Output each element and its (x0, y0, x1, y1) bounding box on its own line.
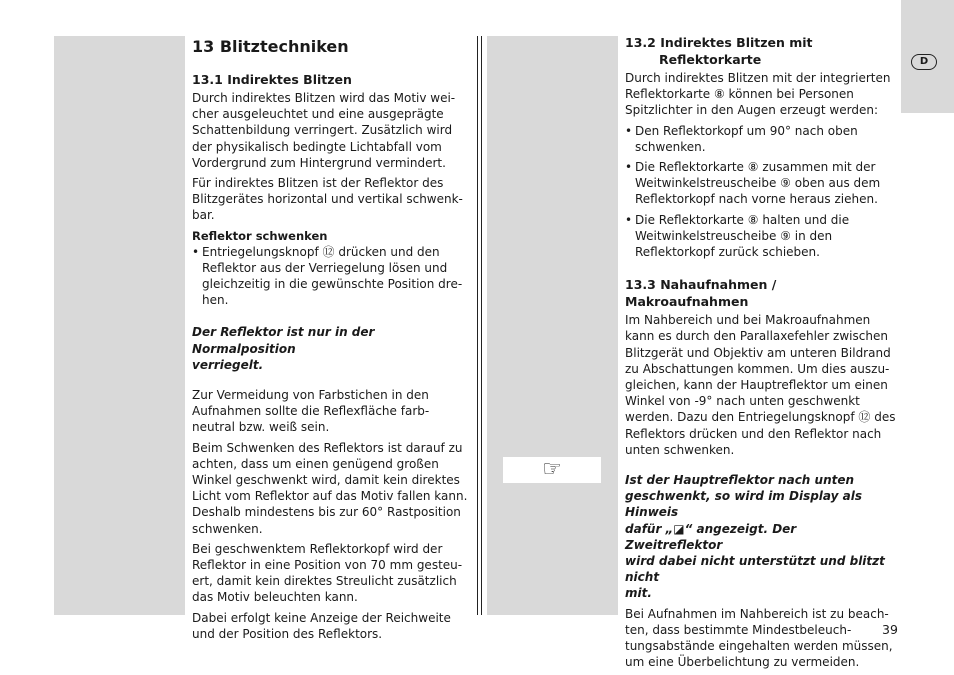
text-line: Durch indirektes Blitzen wird das Motiv wei- (192, 91, 456, 105)
text-line: Zur Vermeidung von Farbstichen in den (192, 388, 429, 403)
text-line: Dabei erfolgt keine Anzeige der Reichweite (192, 610, 451, 625)
paragraph (192, 610, 472, 642)
text-line: neutral bzw. weiß sein. (192, 420, 330, 435)
text-line: Der Reflektor ist nur in der Normalposition (192, 325, 375, 356)
text-line: Winkel von -9° nach unten geschwenkt (625, 394, 860, 409)
note-text (625, 472, 897, 602)
text-line: gleichen, kann der Hauptreflektor um einen (625, 378, 888, 393)
column-divider (481, 36, 482, 615)
left-column (192, 36, 472, 646)
text-line: Spitzlichter in den Augen erzeugt werden: (625, 103, 878, 118)
language-badge: D (911, 54, 937, 70)
bullet-list (192, 244, 472, 309)
margin-band-left (54, 36, 185, 615)
text-line: Reflektor in eine Position von 70 mm gesteu- (192, 558, 463, 573)
text-line: geschwenkt, so wird im Display als Hinweis (625, 489, 862, 520)
text-line: Die Reflektorkarte ⑧ halten und die (635, 212, 850, 227)
text-line: Weitwinkelstreuscheibe ⑨ in den (635, 228, 833, 243)
text-line: unten schwenken. (625, 442, 735, 457)
paragraph (192, 90, 472, 171)
text-line: hen. (202, 293, 229, 308)
text-line: ert, damit kein direktes Streulicht zusätzlich (192, 574, 457, 589)
text-line: Entriegelungsknopf ⑫ drücken und den (202, 244, 440, 259)
list-item (192, 244, 472, 309)
text-line: Vordergrund zum Hintergrund vermindert. (192, 155, 446, 170)
list-item (625, 123, 897, 155)
subsection-heading: Reflektor schwenken (192, 228, 328, 243)
page-number: 39 (882, 622, 898, 637)
paragraph (192, 387, 472, 436)
text-line: das Motiv beleuchten kann. (192, 590, 358, 605)
text-line: Reflektorkarte ⑧ können bei Personen (625, 87, 854, 102)
paragraph (192, 440, 472, 537)
text-line: tungsabstände eingehalten werden müssen, (625, 639, 893, 654)
text-line: Für indirektes Blitzen ist der Reflektor des (192, 176, 444, 191)
text-line: Im Nahbereich und bei Makroaufnahmen (625, 313, 871, 328)
pointing-hand-icon: ☞ (542, 457, 562, 482)
heading-line: Reflektorkarte (659, 52, 762, 67)
text-line: Bei geschwenktem Reflektorkopf wird der (192, 541, 443, 556)
text-line: Ist der Hauptreflektor nach unten (625, 473, 855, 488)
text-line: der physikalisch bedingte Lichtabfall vom (192, 139, 442, 154)
list-item (625, 159, 897, 208)
text-line: Weitwinkelstreuscheibe ⑨ oben aus dem (635, 176, 881, 191)
text-line: um eine Überbelichtung zu vermeiden. (625, 655, 860, 670)
text-line: wird dabei nicht unterstützt und blitzt nicht (625, 554, 885, 585)
text-line: Winkel geschwenkt wird, damit kein direktes (192, 473, 460, 488)
paragraph (192, 175, 472, 224)
text-line: Reflektors drücken und den Reflektor nach (625, 426, 882, 441)
right-column (625, 34, 897, 675)
section-heading-13-2 (625, 34, 897, 68)
text-line: Beim Schwenken des Reflektors ist darauf zu (192, 440, 463, 455)
text-line: bar. (192, 208, 215, 223)
text-line: Reflektorkopf zurück schieben. (635, 245, 820, 260)
text-line: Die Reflektorkarte ⑧ zusammen mit der (635, 160, 876, 175)
paragraph (625, 606, 897, 671)
text-line: dafür „◪“ angezeigt. Der Zweitreflektor (625, 521, 797, 552)
text-line: kann es durch den Parallaxefehler zwischen (625, 329, 888, 344)
text-line: und der Position des Reflektors. (192, 626, 383, 641)
section-heading-13-1: 13.1 Indirektes Blitzen (192, 72, 352, 87)
heading-line: 13.2 Indirektes Blitzen mit (625, 35, 813, 50)
text-line: gleichzeitig in die gewünschte Position dre- (202, 277, 463, 292)
paragraph (625, 70, 897, 119)
paragraph (192, 541, 472, 606)
hint-box (503, 457, 601, 483)
text-line: verriegelt. (192, 357, 264, 372)
text-line: Bei Aufnahmen im Nahbereich ist zu beach- (625, 606, 889, 621)
paragraph (625, 312, 897, 458)
text-line: Den Reflektorkopf um 90° nach oben (635, 123, 858, 138)
text-line: zu Abschattungen kommen. Um dies auszu- (625, 361, 890, 376)
text-line: ten, dass bestimmte Mindestbeleuch- (625, 622, 852, 637)
text-line: schwenken. (192, 521, 263, 536)
chapter-title: 13 Blitztechniken (192, 37, 349, 56)
text-line: Blitzgerätes horizontal und vertikal schwenk- (192, 192, 463, 207)
text-line: Deshalb mindestens bis zur 60° Rastposition (192, 505, 461, 520)
text-line: Durch indirektes Blitzen mit der integrierten (625, 71, 891, 85)
text-line: mit. (625, 586, 652, 601)
list-item (625, 212, 897, 261)
text-line: cher ausgeleuchtet und eine ausgeprägte (192, 107, 444, 122)
text-line: Schattenbildung verringert. Zusätzlich wird (192, 123, 453, 138)
text-line: schwenken. (635, 139, 706, 154)
column-divider (477, 36, 478, 615)
text-line: Blitzgerät und Objektiv am unteren Bildrand (625, 345, 891, 360)
margin-band-middle (487, 36, 618, 615)
bullet-list (625, 123, 897, 261)
text-line: werden. Dazu den Entriegelungsknopf ⑫ des (625, 410, 896, 425)
note-text (192, 324, 472, 373)
text-line: Reflektor aus der Verriegelung lösen und (202, 260, 448, 275)
text-line: Reflektorkopf nach vorne heraus ziehen. (635, 192, 878, 207)
text-line: Aufnahmen sollte die Reflexfläche farb- (192, 404, 430, 419)
text-line: achten, dass um einen genügend großen (192, 456, 439, 471)
section-heading-13-3: 13.3 Nahaufnahmen / Makroaufnahmen (625, 277, 777, 310)
text-line: Licht vom Reflektor auf das Motiv fallen kann. (192, 489, 468, 504)
